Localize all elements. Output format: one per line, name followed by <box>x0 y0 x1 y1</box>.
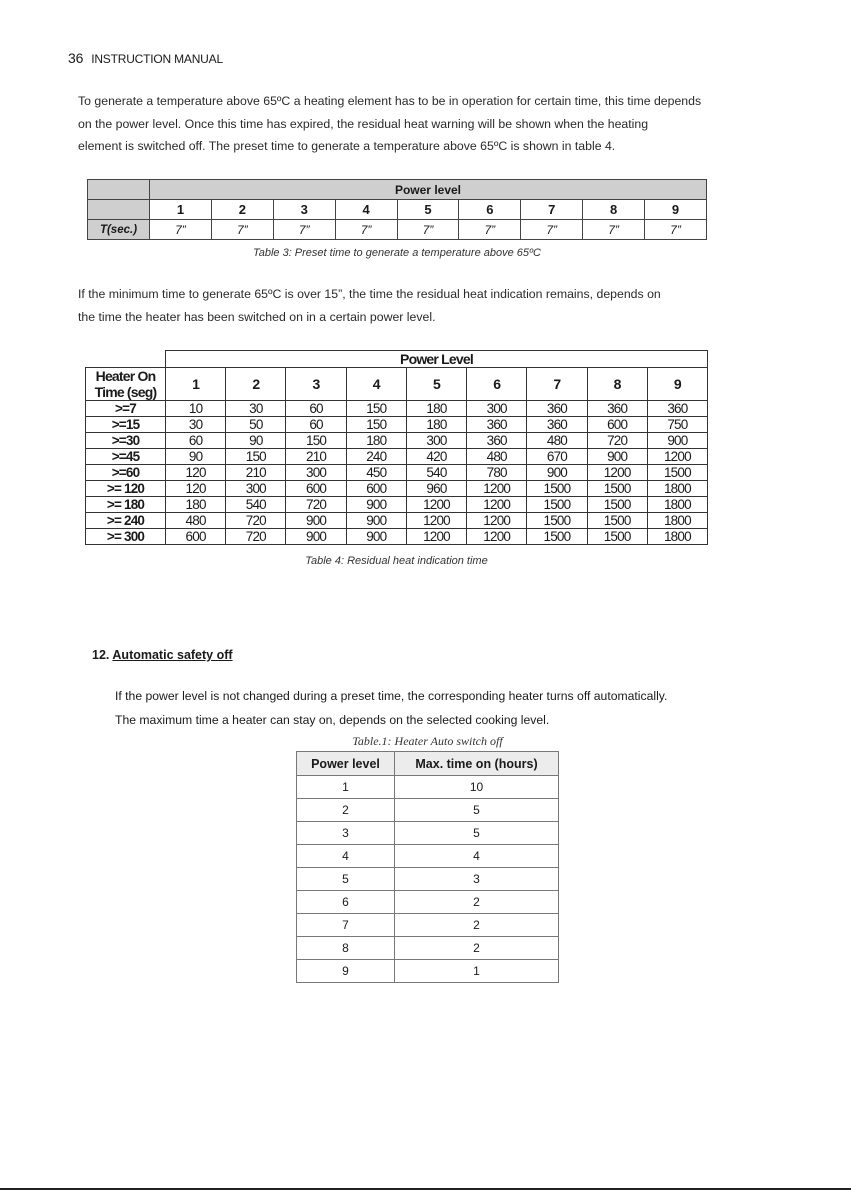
preset-time-table <box>87 179 707 240</box>
table4-value-cell: 900 <box>286 529 346 545</box>
table-row <box>86 481 708 497</box>
table3-level-cell: 3 <box>273 200 335 220</box>
table4-value-cell: 900 <box>286 513 346 529</box>
table5-caption: Table.1: Heater Auto switch off <box>352 734 503 748</box>
heater-on-line: Heater On <box>95 368 156 384</box>
table4-value-cell: 1500 <box>587 529 647 545</box>
table4-row-label: >= 180 <box>86 497 166 513</box>
table4-level-cell: 1 <box>166 368 226 401</box>
table4-value-cell: 60 <box>286 401 346 417</box>
table5-power-level-cell: 9 <box>297 960 395 983</box>
residual-paragraph <box>78 283 778 328</box>
page-number: 36 <box>68 50 84 66</box>
table5-power-level-cell: 5 <box>297 868 395 891</box>
table-row <box>86 433 708 449</box>
table4-value-cell: 900 <box>346 529 406 545</box>
table3-level-cell: 7 <box>521 200 583 220</box>
table5-power-level-cell: 3 <box>297 822 395 845</box>
table4-level-cell: 9 <box>647 368 707 401</box>
table3-value-cell: 7” <box>459 220 521 240</box>
table3-level-cell: 8 <box>583 200 645 220</box>
table4-level-cell: 8 <box>587 368 647 401</box>
table4-value-cell: 180 <box>166 497 226 513</box>
safety-paragraph <box>115 684 735 732</box>
table4-value-cell: 600 <box>346 481 406 497</box>
table4-value-cell: 150 <box>346 417 406 433</box>
table4-value-cell: 360 <box>587 401 647 417</box>
table5-power-level-cell: 2 <box>297 799 395 822</box>
table4-value-cell: 1500 <box>527 481 587 497</box>
table5-max-time-cell: 5 <box>395 799 559 822</box>
table4-value-cell: 1500 <box>527 513 587 529</box>
table5-power-level-cell: 6 <box>297 891 395 914</box>
table3-level-cell: 5 <box>397 200 459 220</box>
table4-value-cell: 1800 <box>647 481 707 497</box>
table5-max-time-cell: 4 <box>395 845 559 868</box>
table4-value-cell: 900 <box>346 513 406 529</box>
table4-value-cell: 1800 <box>647 497 707 513</box>
table3-value-cell: 7” <box>150 220 212 240</box>
table4-value-cell: 960 <box>406 481 466 497</box>
table4-value-cell: 60 <box>166 433 226 449</box>
table4-value-cell: 210 <box>226 465 286 481</box>
table-row <box>86 513 708 529</box>
table4-value-cell: 300 <box>226 481 286 497</box>
table5-max-time-cell: 1 <box>395 960 559 983</box>
intro-line: element is switched off. The preset time to generate a temperature above 65ºC is shown in table 4. <box>78 139 616 153</box>
table3-level-cell: 4 <box>335 200 397 220</box>
table-row <box>297 845 559 868</box>
table5-max-time-cell: 2 <box>395 937 559 960</box>
table-row <box>86 417 708 433</box>
section-title: Automatic safety off <box>112 648 233 662</box>
time-seg-line: Time (seg) <box>94 384 157 400</box>
table4-row-label: >=45 <box>86 449 166 465</box>
table4-value-cell: 720 <box>587 433 647 449</box>
table-row <box>297 868 559 891</box>
table4-row-label: >= 300 <box>86 529 166 545</box>
table3-value-cell: 7” <box>211 220 273 240</box>
table-row <box>86 497 708 513</box>
table5-power-level-cell: 4 <box>297 845 395 868</box>
table4-value-cell: 150 <box>226 449 286 465</box>
table4-row-label: >=30 <box>86 433 166 449</box>
table4-value-cell: 750 <box>647 417 707 433</box>
table5-max-time-cell: 10 <box>395 776 559 799</box>
table4-value-cell: 1800 <box>647 513 707 529</box>
table4-caption: Table 4: Residual heat indication time <box>305 555 488 567</box>
table4-value-cell: 420 <box>406 449 466 465</box>
table4-value-cell: 360 <box>647 401 707 417</box>
table4-value-cell: 670 <box>527 449 587 465</box>
table4-value-cell: 50 <box>226 417 286 433</box>
table4-value-cell: 240 <box>346 449 406 465</box>
table4-value-cell: 1200 <box>467 497 527 513</box>
table4-row-label: >=15 <box>86 417 166 433</box>
table3-power-level-header: Power level <box>150 180 707 200</box>
table4-value-cell: 180 <box>406 417 466 433</box>
table5-power-level-cell: 7 <box>297 914 395 937</box>
table5-max-time-cell: 3 <box>395 868 559 891</box>
table4-value-cell: 60 <box>286 417 346 433</box>
table4-value-cell: 360 <box>527 417 587 433</box>
table4-value-cell: 90 <box>226 433 286 449</box>
table4-value-cell: 900 <box>587 449 647 465</box>
table4-value-cell: 480 <box>527 433 587 449</box>
table4-value-cell: 300 <box>286 465 346 481</box>
table4-value-cell: 150 <box>346 401 406 417</box>
table4-value-cell: 1200 <box>647 449 707 465</box>
table4-value-cell: 720 <box>226 513 286 529</box>
table4-row-label: >= 240 <box>86 513 166 529</box>
table4-value-cell: 1500 <box>587 513 647 529</box>
manual-title: INSTRUCTION MANUAL <box>91 52 223 66</box>
safety-line: The maximum time a heater can stay on, depends on the selected cooking level. <box>115 713 550 727</box>
table4-value-cell: 600 <box>587 417 647 433</box>
table5-power-level-cell: 8 <box>297 937 395 960</box>
table3-value-cell: 7” <box>273 220 335 240</box>
table4-value-cell: 90 <box>166 449 226 465</box>
table4-value-cell: 150 <box>286 433 346 449</box>
table-row <box>86 529 708 545</box>
table4-level-cell: 2 <box>226 368 286 401</box>
table4-value-cell: 1500 <box>647 465 707 481</box>
table4-value-cell: 360 <box>467 417 527 433</box>
table4-row-label: >= 120 <box>86 481 166 497</box>
table4-value-cell: 720 <box>286 497 346 513</box>
intro-line: To generate a temperature above 65ºC a heating element has to be in operation for certain time, this time depends <box>78 94 702 108</box>
table3-corner-lower <box>88 200 150 220</box>
table3-level-cell: 6 <box>459 200 521 220</box>
table-row <box>297 891 559 914</box>
table3-row-label: T(sec.) <box>88 220 150 240</box>
table4-value-cell: 1500 <box>527 497 587 513</box>
table4-value-cell: 120 <box>166 481 226 497</box>
table3-value-cell: 7” <box>397 220 459 240</box>
table3-level-cell: 9 <box>645 200 707 220</box>
table4-value-cell: 360 <box>467 433 527 449</box>
table4-level-cell: 6 <box>467 368 527 401</box>
table4-power-level-header: Power Level <box>166 351 708 368</box>
table4-value-cell: 600 <box>166 529 226 545</box>
intro-paragraph <box>78 90 778 158</box>
table4-value-cell: 180 <box>346 433 406 449</box>
table4-value-cell: 1500 <box>587 481 647 497</box>
table-row <box>297 799 559 822</box>
section-number: 12. <box>92 648 110 662</box>
residual-line: If the minimum time to generate 65ºC is over 15”, the time the residual heat indication remains, depends on <box>78 287 661 301</box>
page-bottom-rule <box>0 1188 851 1190</box>
table4-value-cell: 1200 <box>467 481 527 497</box>
residual-heat-table <box>85 350 708 545</box>
auto-switch-off-table <box>296 751 559 983</box>
table4-value-cell: 900 <box>647 433 707 449</box>
table4-value-cell: 480 <box>467 449 527 465</box>
table5-max-time-cell: 2 <box>395 914 559 937</box>
table4-value-cell: 900 <box>527 465 587 481</box>
table4-value-cell: 180 <box>406 401 466 417</box>
intro-line: on the power level. Once this time has expired, the residual heat warning will be shown when the heating <box>78 116 649 131</box>
table4-value-cell: 1200 <box>467 513 527 529</box>
table3-value-cell: 7” <box>583 220 645 240</box>
table4-value-cell: 300 <box>406 433 466 449</box>
table4-level-cell: 7 <box>527 368 587 401</box>
table5-col-max-time: Max. time on (hours) <box>395 752 559 776</box>
table3-level-cell: 2 <box>211 200 273 220</box>
table4-value-cell: 1800 <box>647 529 707 545</box>
table4-value-cell: 780 <box>467 465 527 481</box>
table4-level-cell: 3 <box>286 368 346 401</box>
table4-value-cell: 360 <box>527 401 587 417</box>
table4-level-cell: 5 <box>406 368 466 401</box>
table5-max-time-cell: 2 <box>395 891 559 914</box>
table3-value-cell: 7” <box>335 220 397 240</box>
table3-value-cell: 7” <box>521 220 583 240</box>
table4-blank-corner <box>86 351 166 368</box>
table4-value-cell: 540 <box>406 465 466 481</box>
table4-value-cell: 1200 <box>587 465 647 481</box>
table4-value-cell: 540 <box>226 497 286 513</box>
table4-value-cell: 30 <box>166 417 226 433</box>
table3-caption: Table 3: Preset time to generate a temperature above 65ºC <box>253 247 541 259</box>
table5-max-time-cell: 5 <box>395 822 559 845</box>
table5-col-power-level: Power level <box>297 752 395 776</box>
table4-value-cell: 1500 <box>587 497 647 513</box>
residual-line: the time the heater has been switched on in a certain power level. <box>78 309 436 324</box>
table-row <box>86 449 708 465</box>
table3-value-cell: 7” <box>645 220 707 240</box>
table4-value-cell: 10 <box>166 401 226 417</box>
table4-value-cell: 300 <box>467 401 527 417</box>
table4-value-cell: 120 <box>166 465 226 481</box>
table3-corner <box>88 180 150 200</box>
table4-value-cell: 1200 <box>467 529 527 545</box>
table4-value-cell: 1500 <box>527 529 587 545</box>
table4-value-cell: 210 <box>286 449 346 465</box>
table4-value-cell: 480 <box>166 513 226 529</box>
table4-value-cell: 720 <box>226 529 286 545</box>
table4-value-cell: 450 <box>346 465 406 481</box>
table-row <box>297 822 559 845</box>
table-row <box>86 401 708 417</box>
section-heading <box>92 648 233 662</box>
table4-value-cell: 1200 <box>406 497 466 513</box>
table4-value-cell: 1200 <box>406 513 466 529</box>
table4-value-cell: 1200 <box>406 529 466 545</box>
table4-value-cell: 900 <box>346 497 406 513</box>
table3-level-cell: 1 <box>150 200 212 220</box>
table4-row-label: >=60 <box>86 465 166 481</box>
table4-value-cell: 600 <box>286 481 346 497</box>
table5-power-level-cell: 1 <box>297 776 395 799</box>
page-header <box>68 50 223 66</box>
table4-level-cell: 4 <box>346 368 406 401</box>
table-row <box>86 465 708 481</box>
table-row <box>297 937 559 960</box>
table4-heater-on-label <box>86 368 166 401</box>
safety-line: If the power level is not changed during a preset time, the corresponding heater turns off automatically. <box>115 689 668 703</box>
table-row <box>297 914 559 937</box>
table-row <box>297 960 559 983</box>
table-row <box>297 776 559 799</box>
table4-row-label: >=7 <box>86 401 166 417</box>
table4-value-cell: 30 <box>226 401 286 417</box>
